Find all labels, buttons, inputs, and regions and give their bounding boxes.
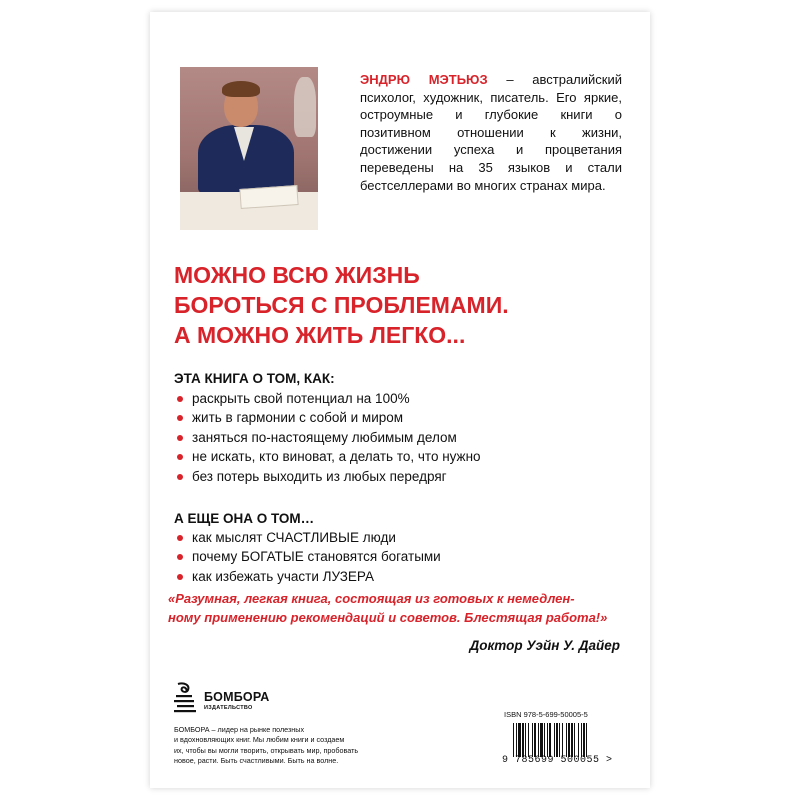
bullet-dot-icon — [177, 396, 183, 402]
barcode-bar — [554, 723, 555, 757]
quote-author: Доктор Уэйн У. Дайер — [469, 638, 620, 653]
bullet-dot-icon — [177, 415, 183, 421]
barcode-bar — [574, 723, 575, 757]
barcode-bar — [538, 723, 539, 757]
barcode-bar — [534, 723, 536, 757]
barcode-bar — [547, 723, 548, 757]
barcode-digits: 9 785699 500055 > — [502, 755, 613, 766]
bullet-dot-icon — [177, 454, 183, 460]
barcode-icon — [512, 723, 620, 757]
barcode-bar — [522, 723, 524, 757]
barcode-bar — [513, 723, 514, 757]
quote-line: «Разумная, легкая книга, состоящая из готовых к немедлен- — [168, 591, 575, 606]
bullet-dot-icon — [177, 535, 183, 541]
author-name: ЭНДРЮ МЭТЬЮЗ — [360, 72, 488, 87]
section-title: А ЕЩЕ ОНА О ТОМ… — [174, 511, 315, 526]
barcode-bar — [540, 723, 543, 757]
author-bio — [360, 71, 622, 194]
barcode-bar — [562, 723, 563, 757]
list-item: заняться по-настоящему любимым делом — [174, 428, 481, 447]
list-item: жить в гармонии с собой и миром — [174, 408, 481, 427]
bullet-list — [174, 528, 441, 586]
barcode-bar — [581, 723, 582, 757]
barcode-bar — [559, 723, 560, 757]
publisher-logo — [174, 680, 284, 720]
list-item: без потерь выходить из любых передряг — [174, 467, 481, 486]
list-item: раскрыть свой потенциал на 100% — [174, 389, 481, 408]
bullet-dot-icon — [177, 435, 183, 441]
bombora-wave-icon — [174, 682, 198, 716]
list-item: как мыслят СЧАСТЛИВЫЕ люди — [174, 528, 441, 547]
bullet-dot-icon — [177, 574, 183, 580]
barcode-bar — [568, 723, 570, 757]
publisher-name: БОМБОРА — [204, 690, 270, 704]
publisher-description: БОМБОРА – лидер на рынке полезных и вдохновляющих книг. Мы любим книги и создаем их, чтобы вы могли творить, открывать мир, пробовать новое, расти. Быть счастливыми. Быть на волне. — [174, 725, 359, 766]
quote-line: ному применению рекомендаций и советов. Блестящая работа!» — [168, 610, 608, 625]
list-item: как избежать участи ЛУЗЕРА — [174, 567, 441, 586]
review-quote — [168, 589, 638, 627]
headline-line: А МОЖНО ЖИТЬ ЛЕГКО... — [174, 322, 466, 348]
bullet-dot-icon — [177, 474, 183, 480]
barcode-bar — [578, 723, 579, 757]
section-title: ЭТА КНИГА О ТОМ, КАК: — [174, 371, 335, 386]
barcode-bar — [516, 723, 517, 757]
author-photo — [180, 67, 318, 230]
barcode-bar — [586, 723, 587, 757]
barcode-bar — [544, 723, 545, 757]
headline-line: МОЖНО ВСЮ ЖИЗНЬ — [174, 262, 420, 288]
list-item: почему БОГАТЫЕ становятся богатыми — [174, 547, 441, 566]
barcode-bar — [532, 723, 533, 757]
barcode-bar — [566, 723, 567, 757]
barcode-bar — [525, 723, 526, 757]
bullet-dot-icon — [177, 554, 183, 560]
publisher-subtitle: ИЗДАТЕЛЬСТВО — [204, 705, 253, 711]
bullet-list — [174, 389, 481, 486]
book-back-cover — [150, 12, 650, 788]
barcode-bar — [583, 723, 585, 757]
barcode-bar — [556, 723, 558, 757]
barcode-bar — [571, 723, 573, 757]
barcode-bar — [518, 723, 521, 757]
list-item: не искать, кто виноват, а делать то, что нужно — [174, 447, 481, 466]
isbn-label: ISBN 978-5-699-50005-5 — [504, 710, 588, 719]
barcode-bar — [528, 723, 529, 757]
headline — [174, 260, 634, 350]
headline-line: БОРОТЬСЯ С ПРОБЛЕМАМИ. — [174, 292, 509, 318]
author-bio-text: – австралийский психолог, художник, писатель. Его яркие, остроумные и глубокие книги о позитивном отношении к жизни, достижении успеха и процветания переведены на 35 языков и стали бестселлерами во многих странах мира. — [360, 72, 622, 193]
barcode-bar — [549, 723, 551, 757]
